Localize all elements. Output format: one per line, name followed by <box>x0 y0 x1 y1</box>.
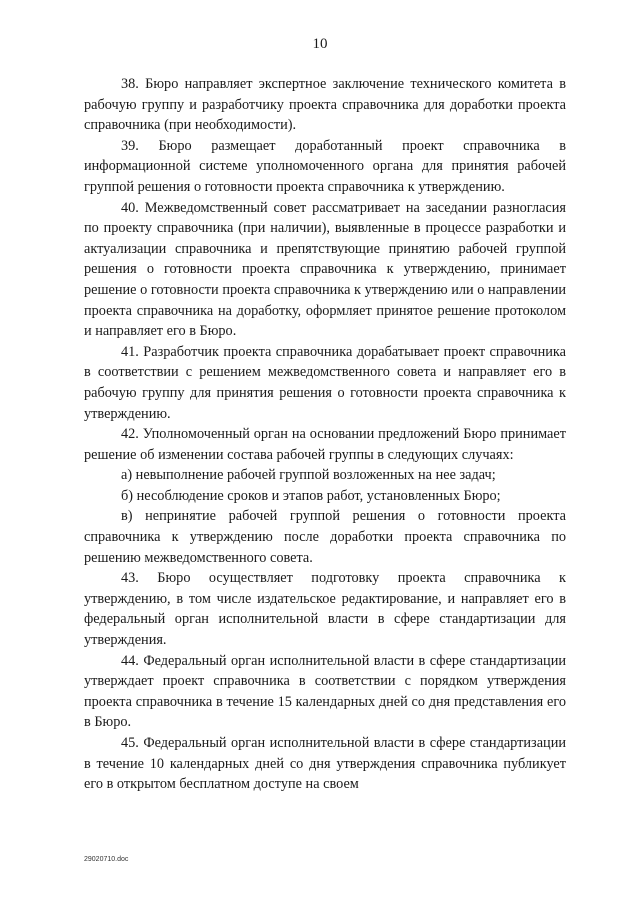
paragraph-43: 43. Бюро осуществляет подготовку проекта справочника к утверждению, в том числе издательское редактирование, и направляет его в федеральный орган исполнительной власти в сфере стандартизации для утверждения. <box>84 570 566 649</box>
paragraph-44: 44. Федеральный орган исполнительной власти в сфере стандартизации утверждает проект справочника в соответствии с порядком утверждения проекта справочника в течение 15 календарных дней со дня представления его в Бюро. <box>84 652 566 731</box>
subitem-a: а) невыполнение рабочей группой возложенных на нее задач; <box>121 467 496 484</box>
paragraph-38: 38. Бюро направляет экспертное заключение технического комитета в рабочую группу и разработчику проекта справочника для доработки проекта справочника (при необходимости). <box>84 76 566 134</box>
footer-file-code: 29020710.doc <box>84 856 129 863</box>
paragraph-42: 42. Уполномоченный орган на основании предложений Бюро принимает решение об изменении состава рабочей группы в следующих случаях: <box>84 426 566 463</box>
page-number: 10 <box>312 36 328 52</box>
paragraph-40: 40. Межведомственный совет рассматривает на заседании разногласия по проекту справочника (при наличии), выявленные в процессе разработки и актуализации справочника и препятствующие принятию рабочей группой решения о готовности проекта справочника к утверждению, принимает решение о готовности проекта справочника к утверждению или о направлении проекта справочника на доработку, оформляет принятое решение протоколом и направляет его в Бюро. <box>84 199 566 340</box>
subitem-v: в) непринятие рабочей группой решения о готовности проекта справочника к утверждению после доработки проекта справочника по решению межведомственного совета. <box>84 508 566 566</box>
subitem-b: б) несоблюдение сроков и этапов работ, установленных Бюро; <box>121 487 501 504</box>
paragraph-41: 41. Разработчик проекта справочника дорабатывает проект справочника в соответствии с решением межведомственного совета и направляет его в рабочую группу для принятия решения о готовности проекта справочника к утверждению. <box>84 343 566 422</box>
paragraph-45: 45. Федеральный орган исполнительной власти в сфере стандартизации в течение 10 календарных дней со дня утверждения справочника публикует его в открытом бесплатном доступе на своем <box>84 735 566 793</box>
document-body <box>84 74 566 795</box>
paragraph-39: 39. Бюро размещает доработанный проект справочника в информационной системе уполномоченного органа для принятия рабочей группой решения о готовности проекта справочника к утверждению. <box>84 137 566 195</box>
